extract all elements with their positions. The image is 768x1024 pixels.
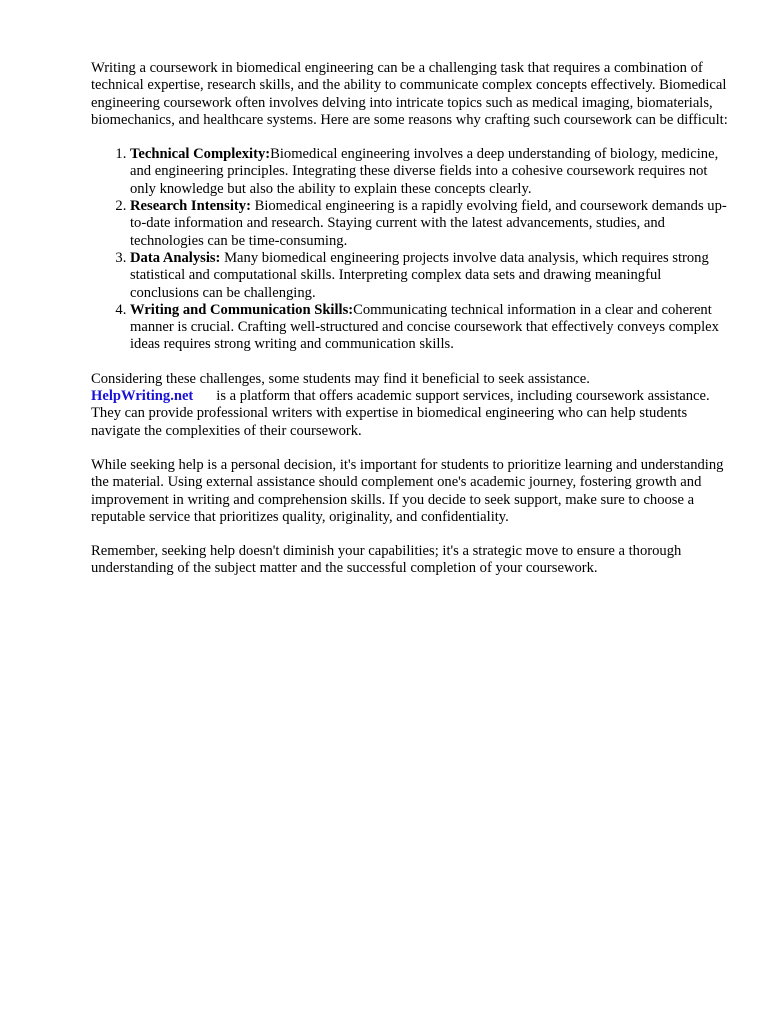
list-item bbox=[130, 146, 731, 198]
considering-rest: is a platform that offers academic support services, including coursework assistance. They can provide professional writers with expertise in biomedical engineering who can help students navigate the complexities of their coursework. bbox=[91, 388, 710, 439]
list-item-term: Research Intensity: bbox=[130, 198, 251, 215]
helpwriting-link[interactable]: HelpWriting.net bbox=[91, 388, 194, 405]
list-item bbox=[130, 302, 731, 354]
list-item bbox=[130, 250, 731, 302]
list-item-text: Many biomedical engineering projects involve data analysis, which requires strong statistical and computational skills. Interpreting complex data sets and drawing meaningful conclusions can be challenging. bbox=[130, 249, 709, 301]
list-item-text: Biomedical engineering is a rapidly evolving field, and coursework demands up-to-date information and research. Staying current with the latest advancements, studies, and technologies can be time-consuming. bbox=[130, 198, 727, 249]
intro-paragraph: Writing a coursework in biomedical engineering can be a challenging task that requires a combination of technical expertise, research skills, and the ability to communicate complex concepts effectively. Biomedical engineering coursework often involves delving into intricate topics such as medical imaging, biomaterials, biomechanics, and healthcare systems. Here are some reasons why crafting such coursework can be difficult: bbox=[91, 60, 728, 128]
document-body bbox=[91, 60, 731, 595]
list-item-term: Data Analysis: bbox=[130, 249, 221, 266]
decision-paragraph: While seeking help is a personal decision, it's important for students to prioritize learning and understanding the material. Using external assistance should complement one's academic journey, fostering growth and improvement in writing and comprehension skills. If you decide to seek support, make sure to choose a reputable service that prioritizes quality, originality, and confidentiality. bbox=[91, 456, 724, 525]
list-item bbox=[130, 198, 731, 250]
remember-paragraph: Remember, seeking help doesn't diminish your capabilities; it's a strategic move to ensure a thorough understanding of the subject matter and the successful completion of your coursework. bbox=[91, 543, 682, 577]
considering-lead: Considering these challenges, some students may find it beneficial to seek assistance. bbox=[91, 370, 590, 387]
list-item-text: Communicating technical information in a clear and coherent manner is crucial. Crafting well-structured and concise coursework that effectively conveys complex ideas requires strong writing and communication skills. bbox=[130, 301, 719, 353]
list-item-text: Biomedical engineering involves a deep understanding of biology, medicine, and engineering principles. Integrating these diverse fields into a cohesive coursework requires not only knowledge but also the ability to explain these concepts clearly. bbox=[130, 146, 719, 197]
list-item-term: Writing and Communication Skills: bbox=[130, 301, 354, 318]
considering-paragraph bbox=[91, 371, 731, 440]
reasons-list bbox=[91, 146, 731, 354]
list-item-term: Technical Complexity: bbox=[130, 146, 271, 163]
